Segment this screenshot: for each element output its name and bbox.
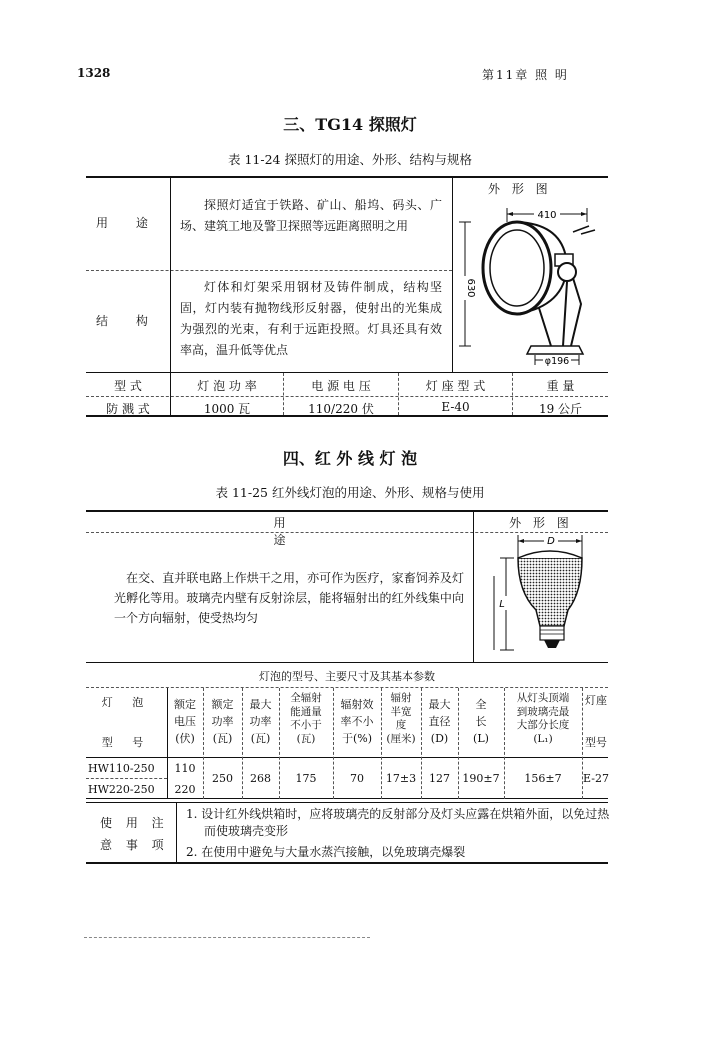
ir-usage-text: 在交、直并联电路上作烘干之用，亦可作为医疗，家畜饲养及灯光孵化等用。玻璃壳内壁有反射涂层，能将辐射出的红外线集中向一个方向辐射，使受热均匀: [114, 571, 464, 625]
chapter-title: 第11章 照 明: [482, 68, 569, 82]
spec-header-voltage: 电 源 电 压: [311, 379, 371, 393]
usage-label: 用 途: [96, 216, 160, 230]
dim-base: φ196: [544, 356, 570, 367]
cell-voltage-110: 110: [174, 762, 196, 775]
note-item: 1. 设计红外线烘箱时，应将玻璃壳的反射部分及灯头应露在烘箱外面，以免过热而使玻璃壳变形: [186, 807, 610, 838]
cell-diameter: 127: [429, 772, 450, 785]
header-voltage: 额定 电压 (伏): [174, 698, 196, 745]
section3-heading: 三、TG14 探照灯: [283, 115, 417, 134]
cell-max-power: 268: [250, 772, 271, 785]
figure-label: 外 形 图: [488, 182, 552, 196]
header-socket: 灯座 型号: [585, 694, 607, 749]
spec-header-power: 灯 泡 功 率: [197, 379, 257, 393]
spec-header-socket: 灯 座 型 式: [425, 379, 486, 393]
cell-l1: 156±7: [524, 772, 562, 785]
dim-l: L: [499, 599, 505, 610]
dim-height: 630: [465, 278, 476, 298]
spec-value-weight: 19 公斤: [538, 402, 583, 416]
cell-length: 190±7: [462, 772, 500, 785]
header-half-width: 辐射 半宽 度 (厘米): [386, 692, 416, 745]
spec-header-type: 型 式: [114, 379, 142, 393]
params-title: 灯泡的型号、主要尺寸及其基本参数: [259, 670, 435, 683]
table-11-25-caption: 表 11-25 红外线灯泡的用途、外形、规格与使用: [215, 485, 485, 500]
spec-value-type: 防 溅 式: [106, 402, 150, 416]
header-power: 额定 功率 (瓦): [211, 698, 234, 745]
header-l1: 从灯头顶端 到玻璃壳最 大部分长度 (L₁): [516, 692, 570, 745]
figure-header: 外 形 图: [509, 516, 573, 530]
notes-label: 使 用 注 意 事 项: [100, 816, 169, 852]
spec-value-voltage: 110/220 伏: [308, 402, 374, 416]
table-11-24-caption: 表 11-24 探照灯的用途、外形、结构与规格: [228, 152, 472, 167]
header-flux: 全辐射 能通量 不小于 (瓦): [290, 692, 322, 745]
cell-efficiency: 70: [350, 772, 364, 785]
usage-header: 用 途: [273, 516, 396, 547]
dim-width: 410: [537, 210, 557, 221]
table-row: HW220-250: [88, 783, 155, 796]
cell-voltage-220: 220: [174, 783, 196, 796]
searchlight-figure: [455, 196, 605, 370]
header-max-power: 最大 功率 (瓦): [249, 698, 272, 745]
spec-value-socket: E-40: [441, 400, 470, 414]
section4-heading: 四、红 外 线 灯 泡: [282, 449, 418, 468]
header-diameter: 最大 直径 (D): [428, 698, 451, 745]
ir-bulb-figure: [478, 530, 606, 660]
table-row: HW110-250: [88, 762, 155, 775]
spec-header-weight: 重 量: [546, 379, 575, 393]
header-length: 全 长 (L): [473, 698, 489, 745]
spec-value-power: 1000 瓦: [203, 402, 251, 416]
cell-flux: 175: [295, 772, 317, 785]
note-item: 2. 在使用中避免与大量水蒸汽接触，以免玻璃壳爆裂: [186, 845, 466, 859]
cell-half-width: 17±3: [385, 772, 417, 785]
scan-line: [84, 937, 370, 938]
cell-power: 250: [212, 772, 233, 785]
dim-d: D: [547, 536, 555, 547]
cell-socket: E-27: [583, 772, 609, 785]
usage-text: 探照灯适宜于铁路、矿山、船坞、码头、广场、建筑工地及警卫探照等远距离照明之用: [180, 198, 442, 233]
structure-text: 灯体和灯架采用钢材及铸件制成，结构坚固，灯内装有抛物线形反射器，使射出的光集成为强烈的光束，有利于远距投照。灯具还具有效率高，温升低等优点: [180, 280, 442, 357]
structure-label: 结 构: [96, 314, 160, 328]
header-lamp: 灯 泡 型 号: [101, 696, 152, 749]
page-number: 1328: [77, 66, 111, 80]
header-efficiency: 辐射效 率不小 于(%): [340, 698, 374, 745]
